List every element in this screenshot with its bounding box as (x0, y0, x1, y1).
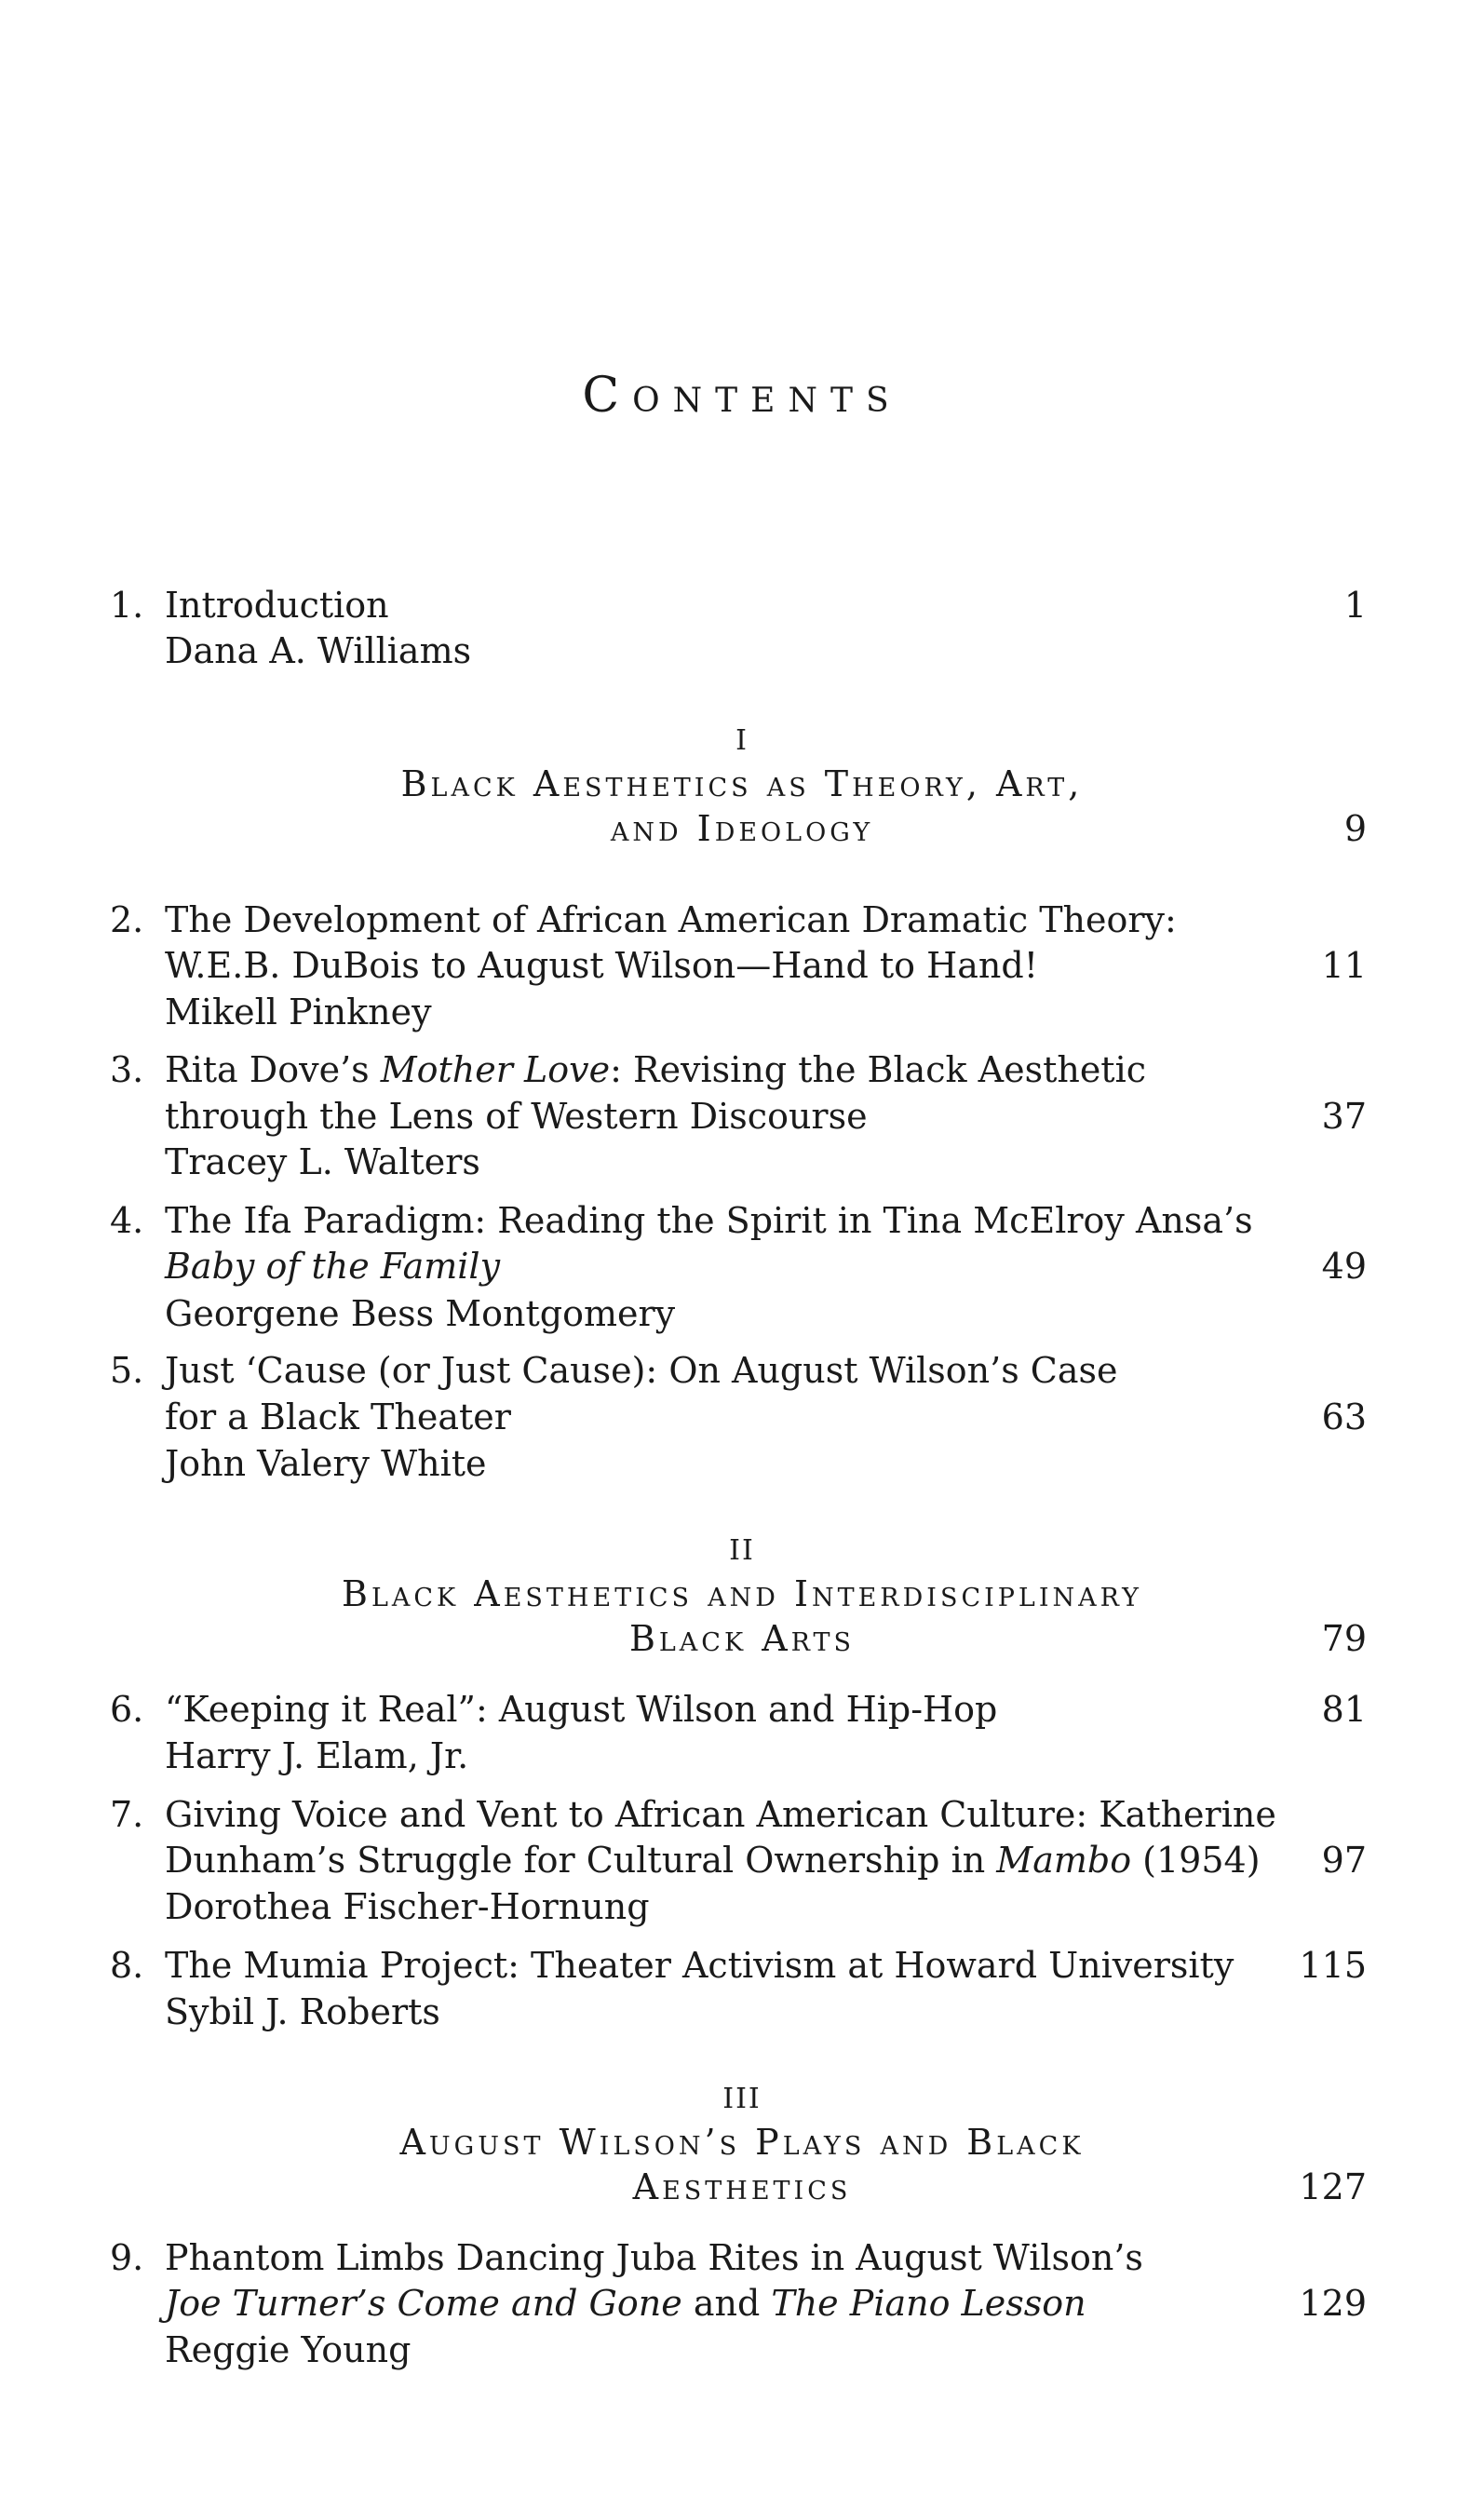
page-title: Contents (582, 368, 902, 424)
entry-page: 49 (1321, 1246, 1367, 1287)
entry-page: 81 (1321, 1689, 1367, 1730)
entry-author: John Valery White (165, 1443, 487, 1484)
entry-page: 63 (1321, 1396, 1367, 1437)
entry-author: Mikell Pinkney (165, 992, 432, 1032)
entry-title-cont: for a Black Theater (165, 1396, 511, 1437)
entry-author: Harry J. Elam, Jr. (165, 1735, 469, 1776)
entry-number: 2. (110, 899, 144, 940)
entry-page: 97 (1321, 1840, 1367, 1881)
entry-title: The Mumia Project: Theater Activism at Howard University (165, 1945, 1234, 1986)
entry-title-cont: through the Lens of Western Discourse (165, 1096, 868, 1137)
entry-title-cont: Joe Turner’s Come and Gone and The Piano Lesson (165, 2283, 1086, 2324)
entry-author: Dana A. Williams (165, 630, 472, 671)
book-title: Mambo (996, 1840, 1132, 1881)
entry-number: 5. (110, 1350, 144, 1391)
entry-page: 11 (1321, 945, 1367, 986)
entry-number: 9. (110, 2237, 144, 2278)
part-number: II (729, 1534, 755, 1567)
entry-page: 1 (1343, 585, 1367, 626)
entry-author: Reggie Young (165, 2329, 411, 2370)
part-page: 127 (1299, 2166, 1367, 2207)
entry-number: 7. (110, 1794, 144, 1835)
entry-page: 115 (1299, 1945, 1367, 1986)
part-title-line1: Black Aesthetics and Interdisciplinary (342, 1573, 1142, 1614)
part-number: III (722, 2083, 762, 2115)
entry-title: Just ‘Cause (or Just Cause): On August Wilson’s Case (165, 1350, 1118, 1391)
book-title: The Piano Lesson (771, 2283, 1086, 2324)
entry-title: “Keeping it Real”: August Wilson and Hip-Hop (165, 1689, 998, 1730)
entry-author: Dorothea Fischer-Hornung (165, 1886, 650, 1927)
entry-author: Georgene Bess Montgomery (165, 1293, 676, 1334)
entry-title-cont: Dunham’s Struggle for Cultural Ownership in Mambo (1954) (165, 1840, 1261, 1881)
part-title-line2: Aesthetics (632, 2166, 852, 2207)
entry-title-cont (165, 1246, 500, 1287)
book-title: Joe Turner’s Come and Gone (165, 2283, 682, 2324)
part-title-line1: August Wilson’s Plays and Black (399, 2122, 1085, 2163)
part-title-line2: Black Arts (628, 1618, 856, 1659)
entry-title: The Development of African American Dramatic Theory: (165, 899, 1177, 940)
book-title: Baby of the Family (165, 1246, 501, 1287)
entry-author: Tracey L. Walters (165, 1141, 480, 1182)
entry-number: 4. (110, 1200, 144, 1241)
entry-title: Introduction (165, 585, 389, 626)
entry-number: 8. (110, 1945, 144, 1986)
book-title: Mother Love (380, 1049, 611, 1090)
entry-page: 129 (1299, 2283, 1367, 2324)
part-page: 79 (1321, 1618, 1367, 1659)
part-title-line1: Black Aesthetics as Theory, Art, (400, 763, 1084, 804)
entry-number: 6. (110, 1689, 144, 1730)
entry-title-cont: W.E.B. DuBois to August Wilson—Hand to Hand! (165, 945, 1038, 986)
part-number: I (735, 724, 749, 757)
part-page: 9 (1343, 808, 1367, 849)
entry-title: The Ifa Paradigm: Reading the Spirit in Tina McElroy Ansa’s (165, 1200, 1253, 1241)
entry-number: 3. (110, 1049, 144, 1090)
entry-title: Phantom Limbs Dancing Juba Rites in August Wilson’s (165, 2237, 1143, 2278)
entry-number: 1. (110, 585, 144, 626)
entry-title: Giving Voice and Vent to African American Culture: Katherine (165, 1794, 1276, 1835)
entry-author: Sybil J. Roberts (165, 1991, 440, 2032)
part-title-line2: and Ideology (610, 808, 874, 849)
entry-page: 37 (1321, 1096, 1367, 1137)
entry-title: Rita Dove’s Mother Love: Revising the Black Aesthetic (165, 1049, 1147, 1090)
